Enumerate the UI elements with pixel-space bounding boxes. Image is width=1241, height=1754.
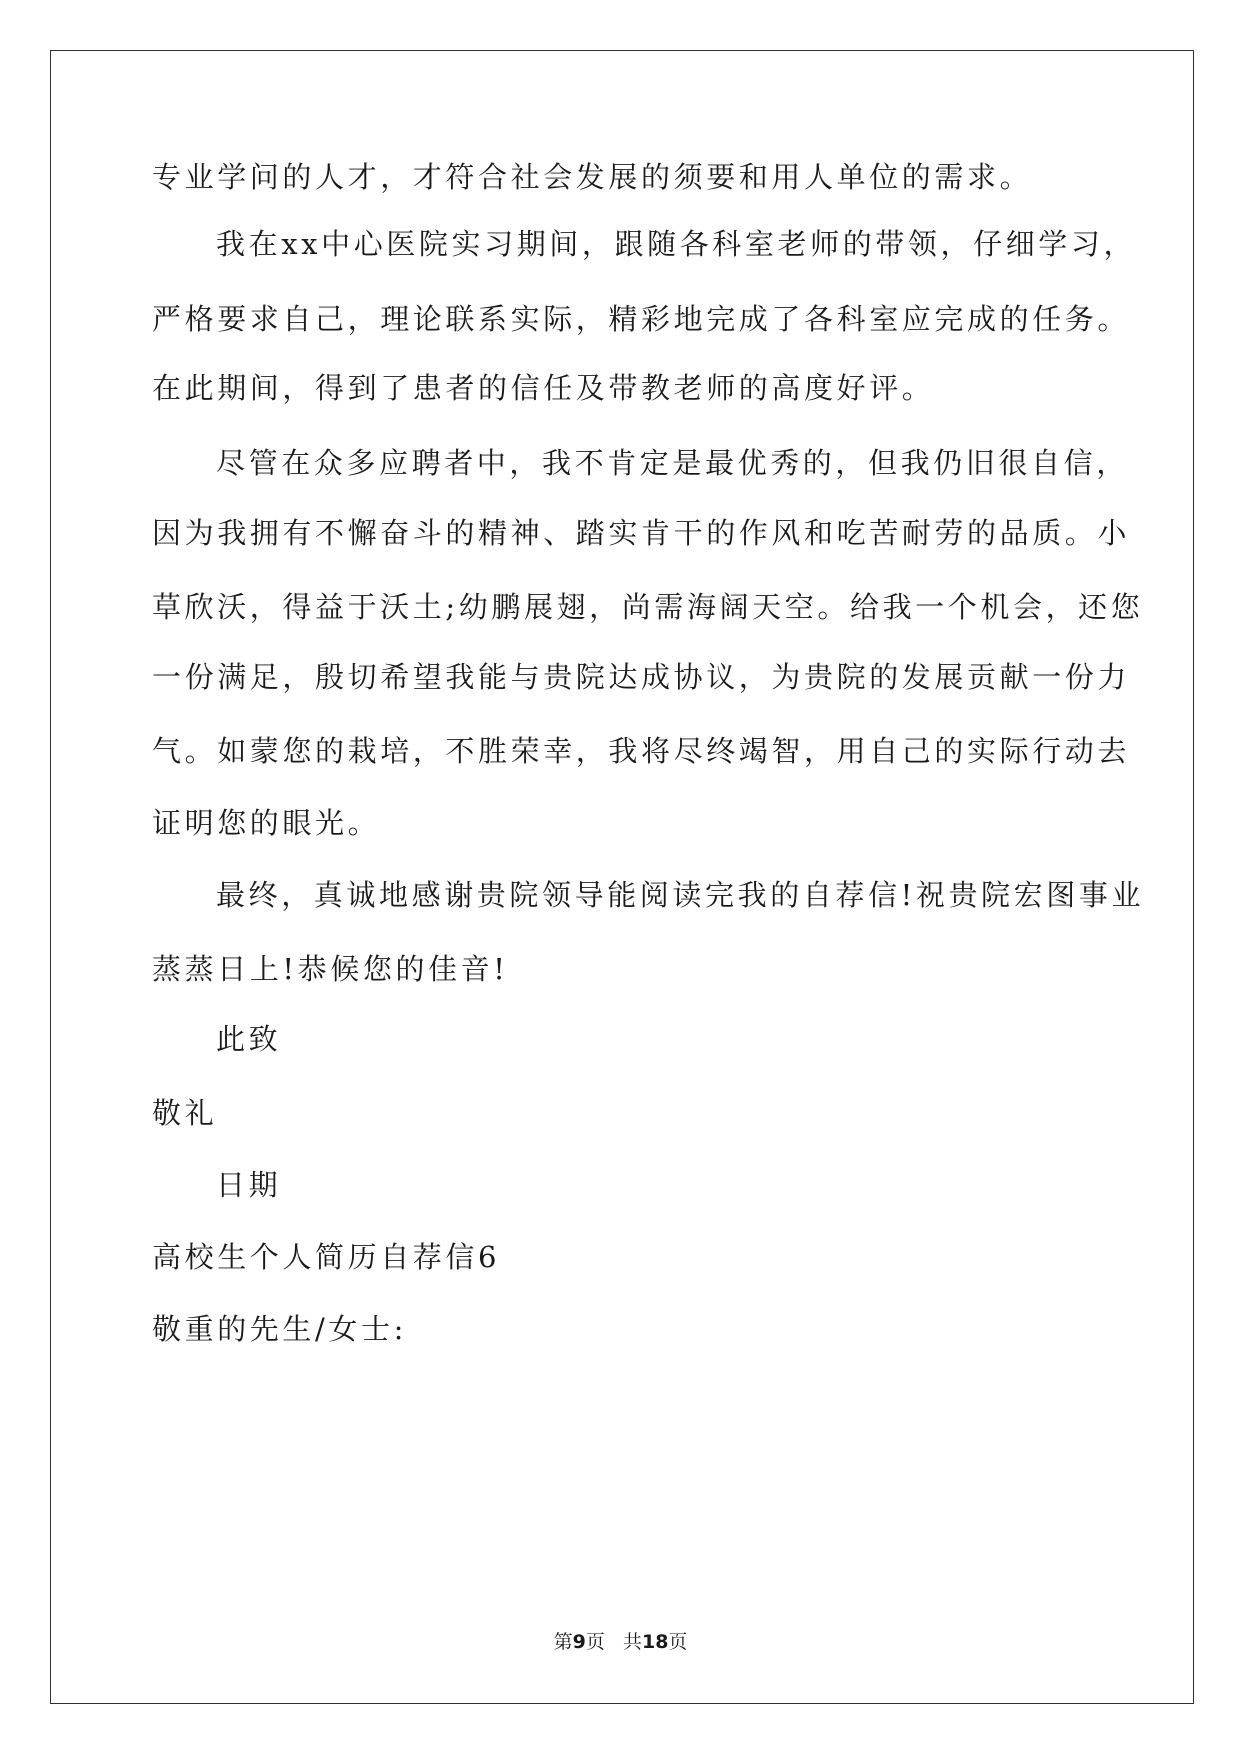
text-line: 在此期间，得到了患者的信任及带教老师的高度好评。 <box>152 371 935 405</box>
total-pages: 18 <box>641 1631 669 1653</box>
text-line: 蒸蒸日上!恭候您的佳音! <box>152 952 509 986</box>
text-line: 我在xx中心医院实习期间，跟随各科室老师的带领，仔细学习， <box>216 227 1137 261</box>
text-line: 一份满足，殷切希望我能与贵院达成协议，为贵院的发展贡献一份力 <box>152 660 1131 694</box>
page-border <box>50 50 1194 1704</box>
footer-total-prefix: 共 <box>622 1631 642 1653</box>
text-line: 草欣沃，得益于沃土;幼鹏展翅，尚需海阔天空。给我一个机会，还您 <box>152 590 1144 624</box>
closing-salute: 敬礼 <box>152 1096 218 1130</box>
section-title: 高校生个人简历自荐信6 <box>152 1240 501 1274</box>
page-footer <box>0 1630 1241 1654</box>
text-line: 专业学问的人才，才符合社会发展的须要和用人单位的需求。 <box>152 160 1033 194</box>
text-line: 严格要求自己，理论联系实际，精彩地完成了各科室应完成的任务。 <box>152 302 1131 336</box>
text-line: 因为我拥有不懈奋斗的精神、踏实肯干的作风和吃苦耐劳的品质。小 <box>152 516 1131 550</box>
closing-phrase: 此致 <box>216 1022 282 1056</box>
page-number: 9 <box>572 1631 586 1653</box>
text-line: 最终，真诚地感谢贵院领导能阅读完我的自荐信!祝贵院宏图事业 <box>216 878 1145 912</box>
text-line: 气。如蒙您的栽培，不胜荣幸，我将尽终竭智，用自己的实际行动去 <box>152 734 1131 768</box>
date-label: 日期 <box>216 1168 282 1202</box>
footer-page-suffix: 页 <box>585 1631 605 1653</box>
footer-prefix: 第 <box>553 1631 573 1653</box>
text-line: 尽管在众多应聘者中，我不肯定是最优秀的，但我仍旧很自信， <box>216 446 1129 480</box>
text-line: 证明您的眼光。 <box>152 806 381 840</box>
greeting: 敬重的先生/女士: <box>152 1312 407 1346</box>
footer-total-suffix: 页 <box>668 1631 688 1653</box>
